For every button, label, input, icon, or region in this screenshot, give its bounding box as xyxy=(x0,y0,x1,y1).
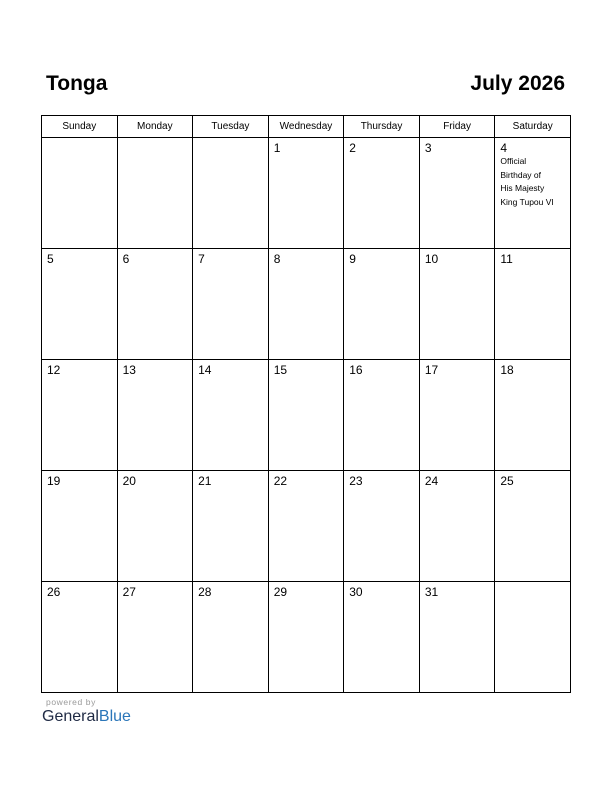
day-number: 9 xyxy=(349,252,356,266)
day-cell xyxy=(193,138,269,249)
day-cell xyxy=(193,582,269,693)
holiday-event-line: His Majesty xyxy=(500,183,545,193)
day-number: 25 xyxy=(500,474,514,488)
generalblue-logo[interactable] xyxy=(42,708,131,726)
day-cell xyxy=(344,249,420,360)
day-cell xyxy=(268,249,344,360)
day-number: 27 xyxy=(122,585,136,599)
day-cell xyxy=(495,582,571,693)
day-cell xyxy=(419,471,495,582)
day-number: 10 xyxy=(424,252,439,266)
day-cell xyxy=(117,582,193,693)
day-number: 21 xyxy=(198,474,212,488)
day-cell xyxy=(42,582,118,693)
week-row xyxy=(42,582,571,693)
month-year-title: July 2026 xyxy=(470,72,565,95)
day-number: 11 xyxy=(500,252,513,266)
week-row xyxy=(42,471,571,582)
day-cell xyxy=(344,471,420,582)
day-number: 28 xyxy=(198,585,212,599)
day-number: 29 xyxy=(273,585,288,599)
day-number: 12 xyxy=(47,363,61,377)
day-cell xyxy=(42,249,118,360)
day-number: 2 xyxy=(349,141,356,155)
day-cell xyxy=(268,138,344,249)
weekday-header: Wednesday xyxy=(268,116,344,138)
day-cell xyxy=(419,582,495,693)
day-cell xyxy=(344,582,420,693)
day-number: 20 xyxy=(122,474,136,488)
day-number: 7 xyxy=(198,252,205,266)
day-cell xyxy=(344,138,420,249)
weekday-header: Tuesday xyxy=(193,116,269,138)
weekday-header: Monday xyxy=(117,116,193,138)
day-cell xyxy=(495,249,571,360)
powered-by-label: powered by xyxy=(46,697,96,707)
day-number: 6 xyxy=(122,252,130,266)
weekday-header: Friday xyxy=(419,116,495,138)
day-number: 23 xyxy=(349,474,363,488)
country-title: Tonga xyxy=(46,72,108,95)
day-number: 5 xyxy=(47,252,54,266)
day-cell xyxy=(419,138,495,249)
week-row xyxy=(42,360,571,471)
day-cell xyxy=(42,360,118,471)
day-cell xyxy=(268,360,344,471)
day-cell xyxy=(495,138,571,249)
logo-text-general: General xyxy=(42,708,99,725)
day-cell xyxy=(42,471,118,582)
day-number: 19 xyxy=(47,474,61,488)
weekday-header: Sunday xyxy=(42,116,118,138)
day-number: 4 xyxy=(500,141,508,155)
calendar-grid xyxy=(41,115,571,693)
day-number: 3 xyxy=(424,141,432,155)
holiday-event-line: King Tupou VI xyxy=(500,196,554,207)
day-cell xyxy=(419,249,495,360)
day-number: 26 xyxy=(47,585,61,599)
day-cell xyxy=(419,360,495,471)
holiday-event-line: Official xyxy=(500,156,527,166)
week-row xyxy=(42,138,571,249)
day-cell xyxy=(495,471,571,582)
day-number: 18 xyxy=(500,363,514,377)
day-cell xyxy=(117,471,193,582)
day-number: 24 xyxy=(424,474,439,488)
day-cell xyxy=(117,138,193,249)
logo-text-blue: Blue xyxy=(98,708,131,725)
day-cell xyxy=(495,360,571,471)
day-number: 15 xyxy=(273,363,288,377)
day-cell xyxy=(268,471,344,582)
weekday-header-row xyxy=(42,116,571,138)
holiday-event-line: Birthday of xyxy=(500,169,542,180)
day-number: 17 xyxy=(424,363,439,377)
day-number: 13 xyxy=(122,363,136,377)
weekday-header: Thursday xyxy=(344,116,420,138)
day-number: 16 xyxy=(349,363,363,377)
day-number: 8 xyxy=(273,252,281,266)
day-cell xyxy=(193,471,269,582)
day-number: 22 xyxy=(273,474,288,488)
day-number: 1 xyxy=(273,141,281,155)
day-number: 14 xyxy=(198,363,212,377)
day-cell xyxy=(42,138,118,249)
day-cell xyxy=(268,582,344,693)
day-cell xyxy=(117,360,193,471)
day-cell xyxy=(193,360,269,471)
weekday-header: Saturday xyxy=(495,116,571,138)
day-number: 31 xyxy=(424,585,439,599)
day-cell xyxy=(117,249,193,360)
day-cell xyxy=(193,249,269,360)
day-number: 30 xyxy=(349,585,363,599)
week-row xyxy=(42,249,571,360)
day-cell xyxy=(344,360,420,471)
